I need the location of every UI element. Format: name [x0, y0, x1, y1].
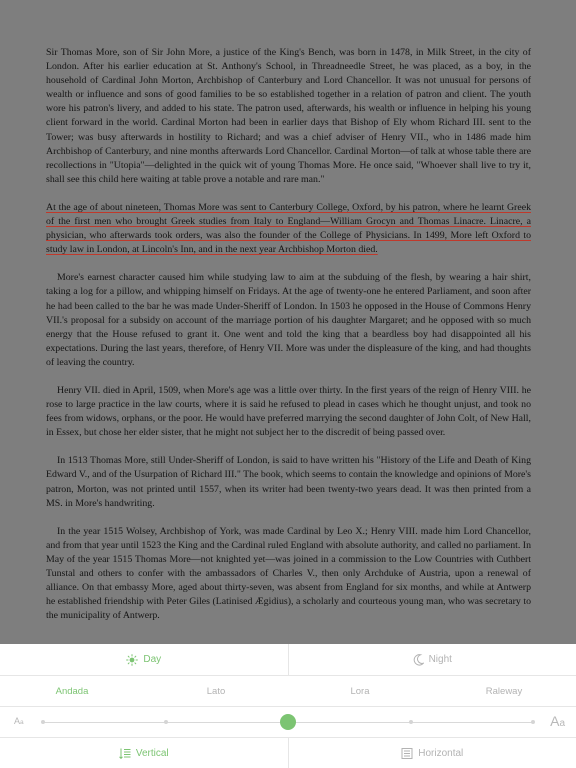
paragraph: More's earnest character caused him while studying law to aim at the subduing of the flesh, by wearing a hair shirt, taking a log for a pillow, and whipping himself on Fridays. At the age of twenty-one he entered Parliament, and soon after he had been called to the bar he was made Under-Sheriff of London. In 1503 he opposed in the House of Commons Henry VII.'s proposal for a subsidy on account of the marriage portion of his daughter Margaret; and he opposed with so much energy that the House refused to grant it. One went and told the king that a beardless boy had disappointed all his expectations. During the last years, therefore, of Henry VII. More was under the displeasure of the king, and had thoughts of leaving the country.	[46, 272, 531, 368]
scroll-mode-row	[0, 738, 576, 768]
increase-font-size-label[interactable]	[550, 713, 565, 729]
font-row	[0, 676, 576, 707]
font-size-row	[0, 707, 576, 738]
book-text	[46, 46, 531, 637]
vertical-scroll-button[interactable]	[0, 738, 289, 768]
horizontal-label: Horizontal	[418, 747, 464, 759]
vertical-label: Vertical	[135, 747, 169, 759]
day-theme-button[interactable]	[0, 644, 289, 675]
paragraph: In 1513 Thomas More, still Under-Sheriff of London, is said to have written his "History of the Life and Death of King Edward V., and of the Usurpation of Richard III." The book, which seems to contain the knowledge and opinions of More's patron, Morton, was not printed until 1557, when its writer had been twenty-two years dead. It was then printed from a MS. in More's handwriting.	[46, 455, 531, 509]
slider-thumb[interactable]	[280, 714, 296, 730]
night-theme-button[interactable]	[289, 644, 576, 675]
font-size-slider[interactable]	[0, 707, 576, 737]
horizontal-scroll-icon	[401, 748, 413, 759]
large-a-sub: a	[559, 718, 565, 729]
slider-tick[interactable]	[164, 720, 168, 724]
moon-icon	[413, 654, 424, 666]
font-option-andada[interactable]: Andada	[55, 685, 89, 697]
slider-tick[interactable]	[409, 720, 413, 724]
highlight-underline[interactable]: At the age of about nineteen, Thomas More was sent to Canterbury College, Oxford, by his patron, where he learnt Greek of the first men who brought Greek studies from Italy to England—William Grocyn and Thomas Linacre. Linacre, a physician, who afterwards took orders, was also the founder of the College of Physicians. In 1499, More left Oxford to study law in London, at Lincoln's Inn, and in the next year Archbishop Morton died.	[46, 201, 531, 256]
reader-settings-panel	[0, 644, 576, 768]
large-a-main: A	[550, 713, 560, 729]
vertical-scroll-icon	[119, 748, 131, 759]
slider-tick[interactable]	[531, 720, 535, 724]
font-option-raleway[interactable]: Raleway	[485, 685, 523, 697]
day-label: Day	[143, 654, 162, 665]
decrease-font-size-label[interactable]	[14, 716, 24, 726]
theme-row	[0, 644, 576, 676]
small-a-main: A	[14, 716, 21, 726]
font-option-lora[interactable]: Lora	[350, 685, 370, 697]
paragraph: Henry VII. died in April, 1509, when More's age was a little over thirty. In the first years of the reign of Henry VIII. he rose to large practice in the law courts, where it is said he refused to plead in cases which he thought unjust, and took no fees from widows, orphans, or the poor. He would have preferred marrying the second daughter of John Colt, of New Hall, in Essex, but chose her elder sister, that he might not subject her to the discredit of being passed over.	[46, 384, 531, 439]
horizontal-scroll-button[interactable]	[289, 738, 576, 768]
paragraph: Sir Thomas More, son of Sir John More, a justice of the King's Bench, was born in 1478, in Milk Street, in the city of London. After his earlier education at St. Anthony's School, in Threadneedle Street, he was placed, as a boy, in the household of Cardinal John Morton, Archbishop of Canterbury and Lord Chancellor. It was not unusual for persons of wealth or influence and sons of good families to be so established together in a relation of patron and client. The youth wore his patron's livery, and added to his state. The patron used, afterwards, his wealth or influence in helping his young client forward in the world. Cardinal Morton had been in earlier days that Bishop of Ely whom Richard III. sent to the Tower; was busy afterwards in hostility to Richard; and was a chief adviser of Henry VII., who in 1486 made him Archbishop of Canterbury, and nine months afterwards Lord Chancellor. Cardinal Morton—of talk at whose table there are recollections in "Utopia"—delighted in the quick wit of young Thomas More. He once said, "Whoever shall live to try it, shall see this child here waiting at table prove a notable and rare man."	[46, 47, 531, 185]
paragraph: In the year 1515 Wolsey, Archbishop of York, was made Cardinal by Leo X.; Henry VIII. made him Lord Chancellor, and from that year until 1523 the King and the Cardinal ruled England with absolute authority, and called no parliament. In May of the year 1515 Thomas More—not knighted yet—was joined in a commission to the Low Countries with Cuthbert Tunstal and others to confer with the ambassadors of Charles V., then only Archduke of Austria, upon a renewal of alliance. On that embassy More, aged about thirty-seven, was absent from England for six months, and while at Antwerp he established friendship with Peter Giles (Latinised Ægidius), a scholarly and courteous young man, who was secretary to the municipality of Antwerp.	[46, 525, 531, 622]
highlighted-paragraph[interactable]	[46, 201, 531, 257]
night-label: Night	[428, 654, 452, 665]
sun-icon	[126, 654, 138, 666]
small-a-sub: a	[20, 719, 24, 726]
font-option-lato[interactable]: Lato	[206, 685, 226, 697]
slider-tick[interactable]	[41, 720, 45, 724]
